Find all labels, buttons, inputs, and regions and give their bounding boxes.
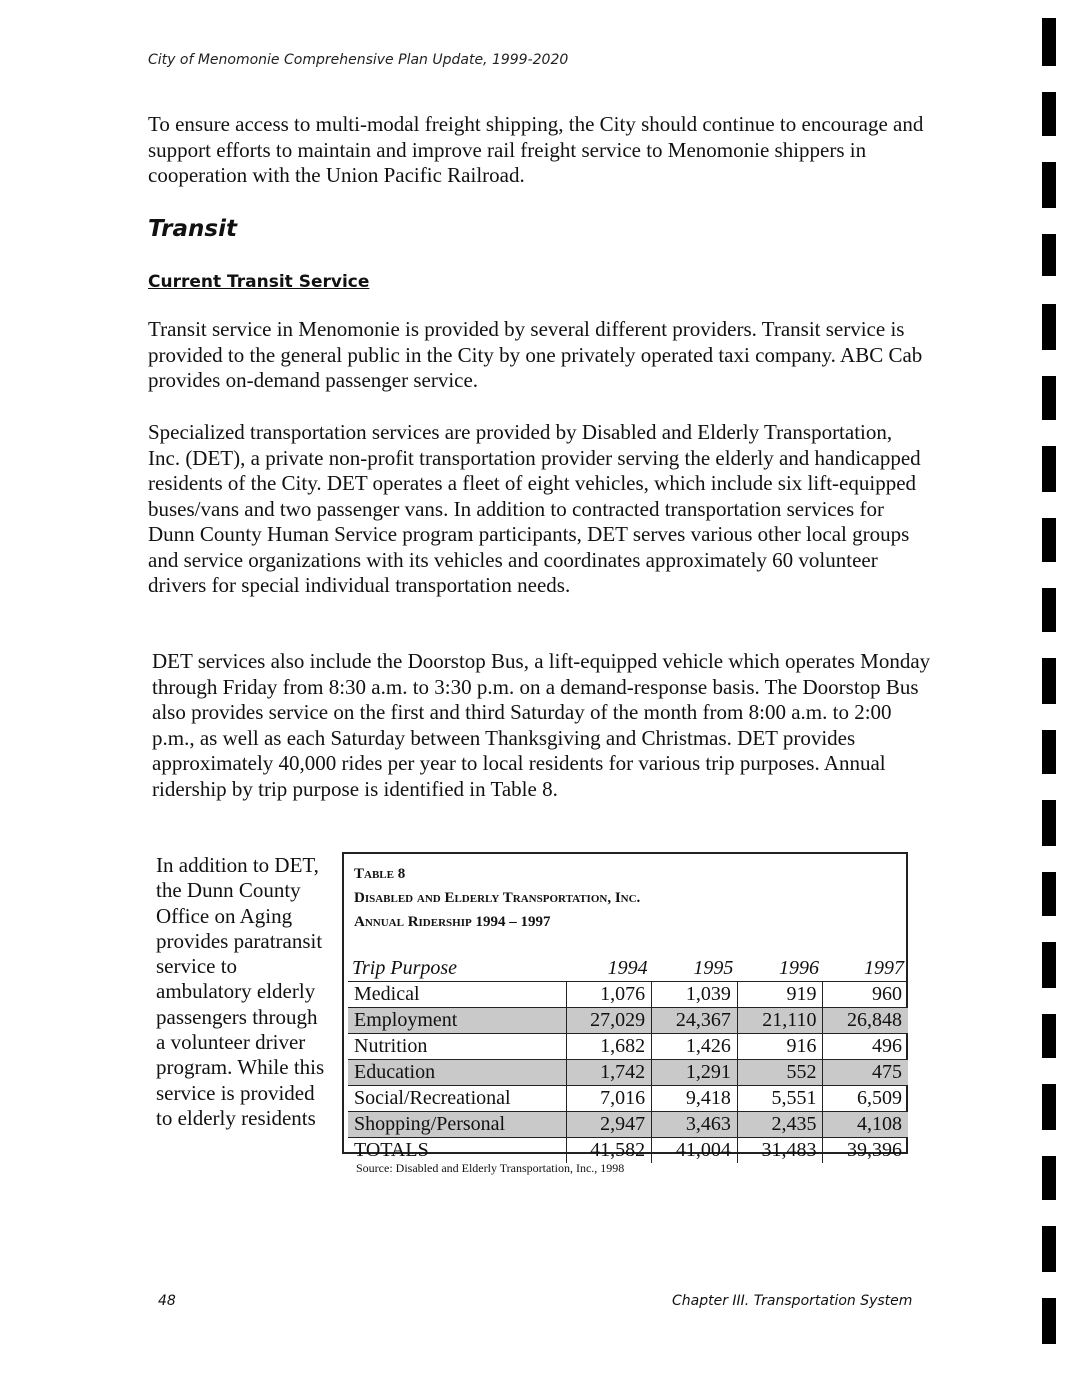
column-header: 1995 xyxy=(652,956,738,982)
trip-purpose-cell: TOTALS xyxy=(348,1138,566,1164)
value-cell: 1,682 xyxy=(566,1034,652,1060)
table-row xyxy=(348,1086,908,1112)
value-cell: 21,110 xyxy=(737,1008,823,1034)
trip-purpose-cell: Shopping/Personal xyxy=(348,1112,566,1138)
table-label: Table 8 xyxy=(354,866,406,882)
subsection-heading: Current Transit Service xyxy=(148,272,370,292)
column-header: 1994 xyxy=(566,956,652,982)
table-row xyxy=(348,982,908,1008)
value-cell: 5,551 xyxy=(737,1086,823,1112)
scan-mark xyxy=(1042,1014,1056,1058)
trip-purpose-cell: Employment xyxy=(348,1008,566,1034)
value-cell: 3,463 xyxy=(652,1112,738,1138)
scan-mark xyxy=(1042,658,1056,704)
table-subtitle: Annual Ridership 1994 – 1997 xyxy=(354,914,551,930)
scan-mark xyxy=(1042,1298,1056,1344)
scan-mark xyxy=(1042,376,1056,420)
value-cell: 41,004 xyxy=(652,1138,738,1164)
value-cell: 475 xyxy=(823,1060,908,1086)
table-header-row xyxy=(348,956,908,982)
trip-purpose-cell: Social/Recreational xyxy=(348,1086,566,1112)
column-header: 1997 xyxy=(823,956,908,982)
running-header: City of Menomonie Comprehensive Plan Update, 1999-2020 xyxy=(148,52,569,68)
value-cell: 1,426 xyxy=(652,1034,738,1060)
table-source: Source: Disabled and Elderly Transportation, Inc., 1998 xyxy=(356,1161,625,1175)
sidebar-paragraph: In addition to DET, the Dunn County Office on Aging provides paratransit service to ambulatory elderly passengers through a volunteer driver program. While this service is provided to elderly residents xyxy=(156,853,325,1130)
table-title: Disabled and Elderly Transportation, Inc. xyxy=(354,890,641,906)
value-cell: 916 xyxy=(737,1034,823,1060)
value-cell: 31,483 xyxy=(737,1138,823,1164)
value-cell: 7,016 xyxy=(566,1086,652,1112)
value-cell: 552 xyxy=(737,1060,823,1086)
value-cell: 1,742 xyxy=(566,1060,652,1086)
value-cell: 919 xyxy=(737,982,823,1008)
scan-mark xyxy=(1042,800,1056,846)
table-row xyxy=(348,1008,908,1034)
value-cell: 9,418 xyxy=(652,1086,738,1112)
value-cell: 1,039 xyxy=(652,982,738,1008)
scan-mark xyxy=(1042,92,1056,136)
table-row xyxy=(348,1060,908,1086)
scan-mark xyxy=(1042,942,1056,988)
column-header: Trip Purpose xyxy=(348,956,566,982)
scan-mark xyxy=(1042,872,1056,916)
scan-mark xyxy=(1042,1084,1056,1130)
value-cell: 27,029 xyxy=(566,1008,652,1034)
value-cell: 496 xyxy=(823,1034,908,1060)
column-header: 1996 xyxy=(737,956,823,982)
intro-paragraph: To ensure access to multi-modal freight shipping, the City should continue to encourage and support efforts to maintain and improve rail freight service to Menomonie shippers in cooperation with the Union Pacific Railroad. xyxy=(148,112,924,187)
page-number: 48 xyxy=(158,1293,176,1309)
scan-mark xyxy=(1042,1226,1056,1272)
scan-mark xyxy=(1042,730,1056,774)
scan-mark xyxy=(1042,162,1056,208)
scan-mark xyxy=(1042,518,1056,562)
value-cell: 26,848 xyxy=(823,1008,908,1034)
value-cell: 2,435 xyxy=(737,1112,823,1138)
body-paragraph-2: Specialized transportation services are provided by Disabled and Elderly Transportation, Inc. (DET), a private non-profit transportation provider serving the elderly and handicapped residents of the City. DET operates a fleet of eight vehicles, which include six lift-equipped buses/vans and two passenger vans. In addition to contracted transportation services for Dunn County Human Service program participants, DET serves various other local groups and service organizations with its vehicles and coordinates approximately 60 volunteer drivers for special individual transportation needs. xyxy=(148,420,921,597)
ridership-table xyxy=(348,956,908,1163)
table-caption xyxy=(354,862,640,934)
section-heading: Transit xyxy=(148,216,237,242)
body-paragraph-3: DET services also include the Doorstop Bus, a lift-equipped vehicle which operates Monday through Friday from 8:30 a.m. to 3:30 p.m. on a demand-response basis. The Doorstop Bus also provides service on the first and third Saturday of the month from 8:00 a.m. to 2:00 p.m., as well as each Saturday between Thanksgiving and Christmas. DET provides approximately 40,000 rides per year to local residents for various trip purposes. Annual ridership by trip purpose is identified in Table 8. xyxy=(152,649,931,801)
scan-mark xyxy=(1042,18,1056,66)
trip-purpose-cell: Nutrition xyxy=(348,1034,566,1060)
value-cell: 41,582 xyxy=(566,1138,652,1164)
scan-mark xyxy=(1042,304,1056,350)
value-cell: 960 xyxy=(823,982,908,1008)
trip-purpose-cell: Medical xyxy=(348,982,566,1008)
trip-purpose-cell: Education xyxy=(348,1060,566,1086)
value-cell: 4,108 xyxy=(823,1112,908,1138)
chapter-footer: Chapter III. Transportation System xyxy=(672,1293,913,1309)
totals-row xyxy=(348,1138,908,1164)
table-row xyxy=(348,1034,908,1060)
value-cell: 1,291 xyxy=(652,1060,738,1086)
value-cell: 24,367 xyxy=(652,1008,738,1034)
body-paragraph-1: Transit service in Menomonie is provided by several different providers. Transit service is provided to the general public in the City by one privately operated taxi company. ABC Cab provides on-demand passenger service. xyxy=(148,317,923,392)
value-cell: 6,509 xyxy=(823,1086,908,1112)
value-cell: 2,947 xyxy=(566,1112,652,1138)
table-row xyxy=(348,1112,908,1138)
value-cell: 1,076 xyxy=(566,982,652,1008)
scan-mark xyxy=(1042,234,1056,276)
scan-mark xyxy=(1042,588,1056,632)
scan-mark xyxy=(1042,446,1056,492)
scan-mark xyxy=(1042,1156,1056,1200)
value-cell: 39,396 xyxy=(823,1138,908,1164)
